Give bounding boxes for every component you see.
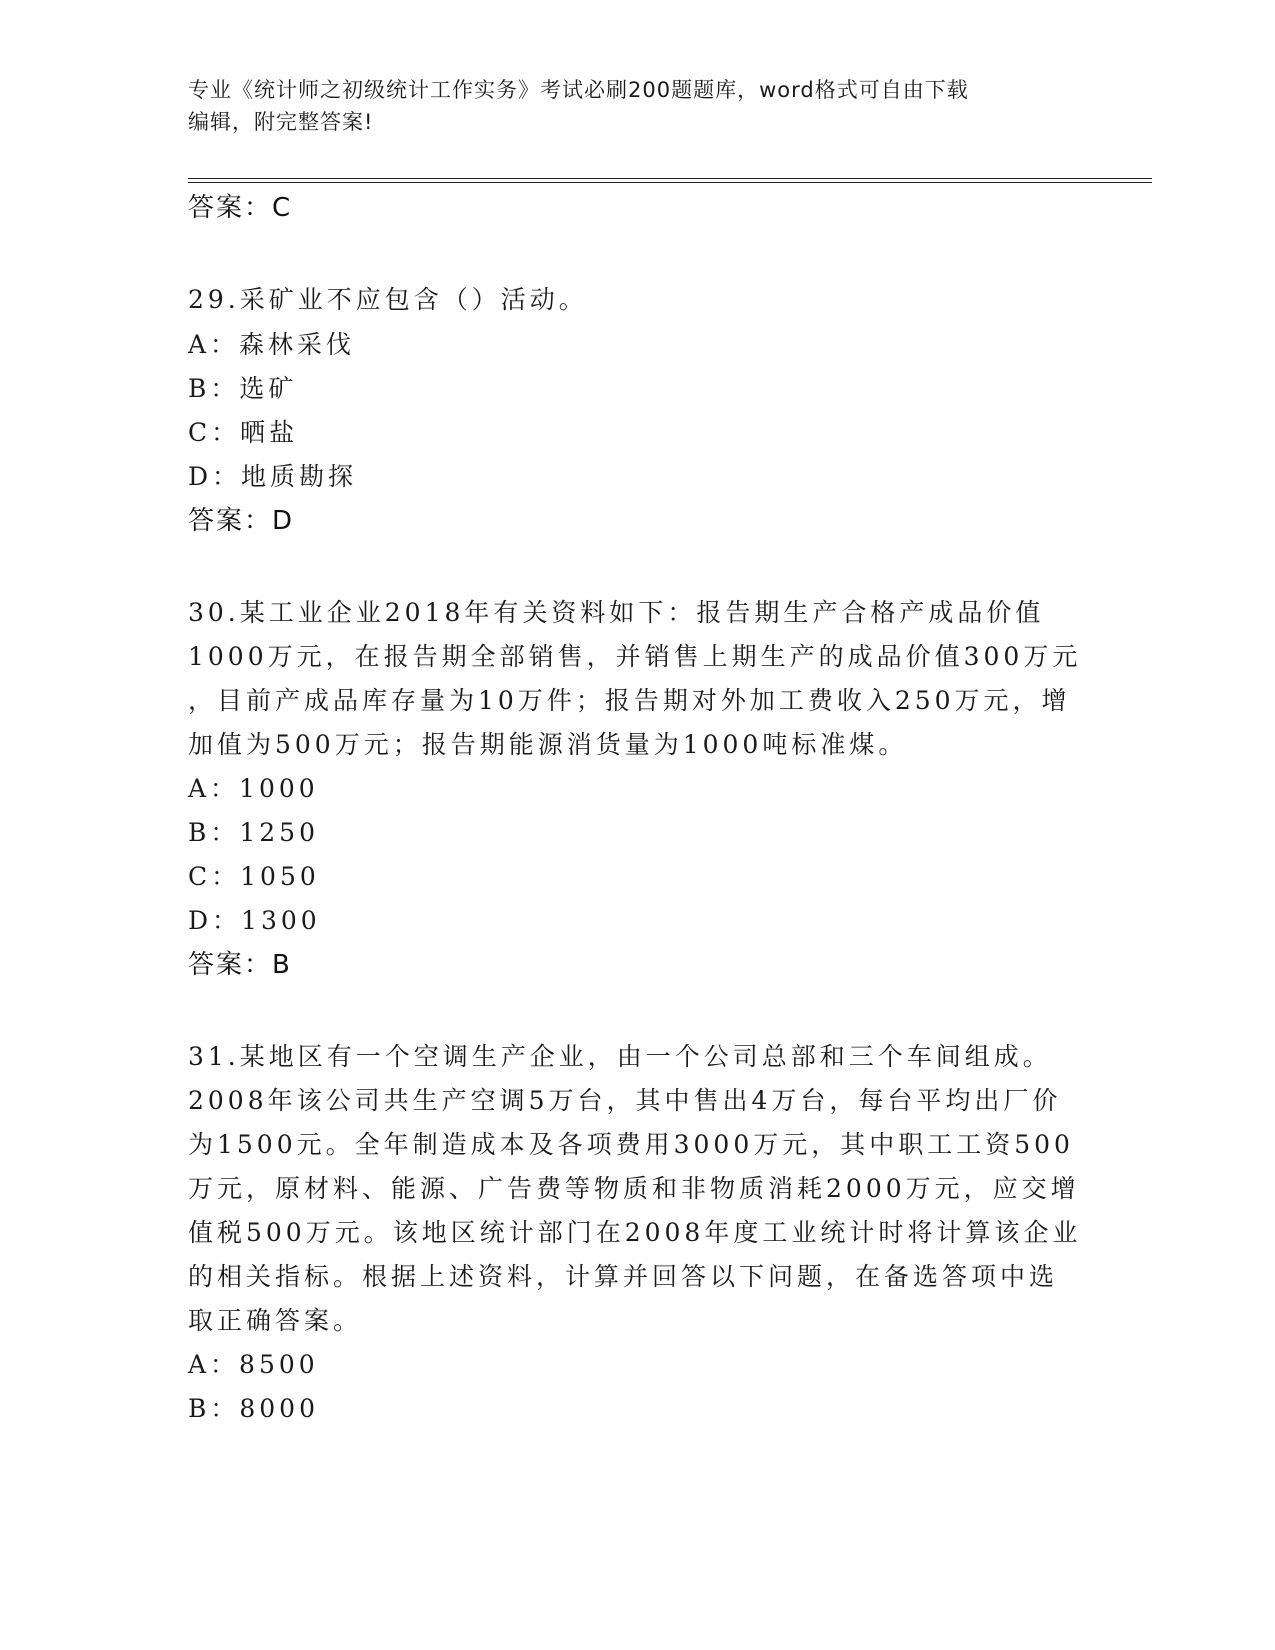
answer-30: 答案：B: [188, 950, 292, 980]
question-30-option-d: D：1300: [188, 906, 321, 935]
question-30-stem-line-1: 30.某工业企业2018年有关资料如下：报告期生产合格产成品价值: [188, 598, 1045, 627]
question-31-option-b: B：8000: [188, 1394, 319, 1423]
question-30-stem-line-3: ，目前产成品库存量为10万件；报告期对外加工费收入250万元，增: [188, 686, 1071, 715]
question-31-stem-line-2: 2008年该公司共生产空调5万台，其中售出4万台，每台平均出厂价: [188, 1086, 1062, 1115]
question-31-stem-line-7: 取正确答案。: [188, 1306, 363, 1335]
question-31-stem-line-1: 31.某地区有一个空调生产企业，由一个公司总部和三个车间组成。: [188, 1042, 1052, 1071]
question-29-option-b: B：选矿: [188, 374, 298, 403]
header-rule-top: [188, 178, 1152, 179]
header-line-1: 专业《统计师之初级统计工作实务》考试必刷200题题库，word格式可自由下载: [188, 78, 969, 102]
question-29-option-a: A：森林采伐: [188, 330, 356, 359]
question-29-option-d: D：地质勘探: [188, 462, 358, 491]
header-line-2: 编辑，附完整答案!: [188, 110, 374, 134]
question-31-stem-line-6: 的相关指标。根据上述资料，计算并回答以下问题，在备选答项中选: [188, 1262, 1059, 1291]
question-30-option-c: C：1050: [188, 862, 320, 891]
question-30-option-b: B：1250: [188, 818, 319, 847]
page-header: [188, 74, 1088, 138]
answer-29: 答案：D: [188, 506, 295, 536]
question-30-option-a: A：1000: [188, 774, 319, 803]
question-31-stem-line-5: 值税500万元。该地区统计部门在2008年度工业统计时将计算该企业: [188, 1218, 1082, 1247]
question-31-option-a: A：8500: [188, 1350, 319, 1379]
question-29-option-c: C：晒盐: [188, 418, 299, 447]
question-30-stem-line-4: 加值为500万元；报告期能源消货量为1000吨标准煤。: [188, 730, 908, 759]
question-31-stem-line-4: 万元，原材料、能源、广告费等物质和非物质消耗2000万元，应交增: [188, 1174, 1080, 1203]
question-30-stem-line-2: 1000万元，在报告期全部销售，并销售上期生产的成品价值300万元: [188, 642, 1082, 671]
header-rule-bottom: [188, 182, 1152, 183]
answer-28: 答案：C: [188, 193, 293, 223]
question-29-stem: 29.采矿业不应包含（）活动。: [188, 285, 588, 314]
question-31-stem-line-3: 为1500元。全年制造成本及各项费用3000万元，其中职工工资500: [188, 1130, 1074, 1159]
